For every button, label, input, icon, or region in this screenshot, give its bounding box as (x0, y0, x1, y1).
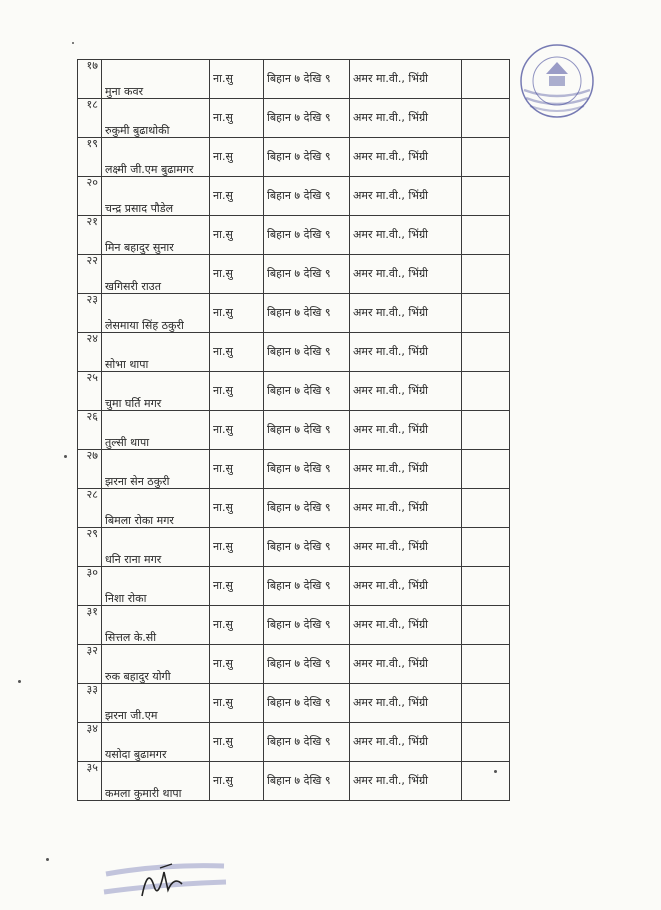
duty-time: बिहान ७ देखि ९ (264, 645, 350, 684)
blank-cell (462, 255, 510, 294)
duty-time: बिहान ७ देखि ९ (264, 333, 350, 372)
signature-image (102, 856, 232, 906)
duty-time: बिहान ७ देखि ९ (264, 762, 350, 801)
staff-name: सित्तल के.सी (102, 606, 210, 645)
blank-cell (462, 333, 510, 372)
serial-number: १८ (78, 99, 102, 138)
staff-name: रुकुमी बुढाथोकी (102, 99, 210, 138)
scan-speck (18, 680, 21, 683)
staff-post: ना.सु (210, 372, 264, 411)
blank-cell (462, 723, 510, 762)
signature-stamp (102, 856, 232, 906)
staff-name: चुमा घर्ति मगर (102, 372, 210, 411)
table-row (78, 606, 510, 645)
blank-cell (462, 606, 510, 645)
serial-number: ३५ (78, 762, 102, 801)
blank-cell (462, 372, 510, 411)
school-name: अमर मा.वी., भिंग्री (350, 723, 462, 762)
school-name: अमर मा.वी., भिंग्री (350, 333, 462, 372)
serial-number: २७ (78, 450, 102, 489)
table-row (78, 684, 510, 723)
staff-post: ना.सु (210, 567, 264, 606)
scan-speck (494, 770, 497, 773)
duty-time: बिहान ७ देखि ९ (264, 255, 350, 294)
staff-name: यसोदा बुढामगर (102, 723, 210, 762)
serial-number: ३२ (78, 645, 102, 684)
staff-post: ना.सु (210, 294, 264, 333)
school-name: अमर मा.वी., भिंग्री (350, 294, 462, 333)
table-row (78, 528, 510, 567)
serial-number: २४ (78, 333, 102, 372)
serial-number: ३१ (78, 606, 102, 645)
staff-post: ना.सु (210, 60, 264, 99)
table-row (78, 177, 510, 216)
staff-name: रुक बहादुर योगी (102, 645, 210, 684)
school-name: अमर मा.वी., भिंग्री (350, 762, 462, 801)
staff-name: निशा रोका (102, 567, 210, 606)
staff-post: ना.सु (210, 645, 264, 684)
office-seal (516, 40, 598, 122)
scan-speck (64, 455, 67, 458)
serial-number: २५ (78, 372, 102, 411)
staff-post: ना.सु (210, 333, 264, 372)
staff-name: कमला कुमारी थापा (102, 762, 210, 801)
table-row (78, 255, 510, 294)
staff-post: ना.सु (210, 138, 264, 177)
school-name: अमर मा.वी., भिंग्री (350, 567, 462, 606)
table-row (78, 60, 510, 99)
table-row (78, 723, 510, 762)
school-name: अमर मा.वी., भिंग्री (350, 489, 462, 528)
blank-cell (462, 489, 510, 528)
blank-cell (462, 294, 510, 333)
staff-post: ना.सु (210, 99, 264, 138)
school-name: अमर मा.वी., भिंग्री (350, 60, 462, 99)
blank-cell (462, 60, 510, 99)
staff-post: ना.सु (210, 411, 264, 450)
blank-cell (462, 645, 510, 684)
school-name: अमर मा.वी., भिंग्री (350, 684, 462, 723)
duty-time: बिहान ७ देखि ९ (264, 450, 350, 489)
serial-number: २२ (78, 255, 102, 294)
duty-time: बिहान ७ देखि ९ (264, 489, 350, 528)
staff-name: झरना सेन ठकुरी (102, 450, 210, 489)
blank-cell (462, 138, 510, 177)
school-name: अमर मा.वी., भिंग्री (350, 528, 462, 567)
staff-name: लक्ष्मी जी.एम बुढामगर (102, 138, 210, 177)
serial-number: ३० (78, 567, 102, 606)
blank-cell (462, 216, 510, 255)
staff-name: खगिसरी राउत (102, 255, 210, 294)
school-name: अमर मा.वी., भिंग्री (350, 645, 462, 684)
table-row (78, 372, 510, 411)
table-row (78, 216, 510, 255)
blank-cell (462, 762, 510, 801)
serial-number: १९ (78, 138, 102, 177)
staff-name: लेसमाया सिंह ठकुरी (102, 294, 210, 333)
blank-cell (462, 684, 510, 723)
staff-name: तुल्सी थापा (102, 411, 210, 450)
duty-time: बिहान ७ देखि ९ (264, 177, 350, 216)
table-row (78, 99, 510, 138)
duty-time: बिहान ७ देखि ९ (264, 528, 350, 567)
staff-table-body (78, 60, 510, 801)
school-name: अमर मा.वी., भिंग्री (350, 138, 462, 177)
staff-name: बिमला रोका मगर (102, 489, 210, 528)
staff-name: मुना कवर (102, 60, 210, 99)
staff-table (77, 59, 510, 801)
staff-name: झरना जी.एम (102, 684, 210, 723)
blank-cell (462, 450, 510, 489)
duty-time: बिहान ७ देखि ९ (264, 99, 350, 138)
scan-speck (72, 42, 74, 44)
staff-post: ना.सु (210, 255, 264, 294)
blank-cell (462, 567, 510, 606)
duty-time: बिहान ७ देखि ९ (264, 723, 350, 762)
seal-stamp-image (516, 40, 598, 122)
staff-post: ना.सु (210, 216, 264, 255)
staff-post: ना.सु (210, 528, 264, 567)
school-name: अमर मा.वी., भिंग्री (350, 606, 462, 645)
staff-post: ना.सु (210, 177, 264, 216)
staff-name: धनि राना मगर (102, 528, 210, 567)
table-row (78, 489, 510, 528)
blank-cell (462, 528, 510, 567)
duty-time: बिहान ७ देखि ९ (264, 216, 350, 255)
serial-number: १७ (78, 60, 102, 99)
serial-number: ३३ (78, 684, 102, 723)
serial-number: ३४ (78, 723, 102, 762)
blank-cell (462, 99, 510, 138)
school-name: अमर मा.वी., भिंग्री (350, 372, 462, 411)
school-name: अमर मा.वी., भिंग्री (350, 255, 462, 294)
table-row (78, 567, 510, 606)
scan-speck (46, 858, 49, 861)
staff-post: ना.सु (210, 684, 264, 723)
school-name: अमर मा.वी., भिंग्री (350, 411, 462, 450)
table-row (78, 294, 510, 333)
serial-number: २८ (78, 489, 102, 528)
table-row (78, 645, 510, 684)
school-name: अमर मा.वी., भिंग्री (350, 177, 462, 216)
table-row (78, 450, 510, 489)
staff-name: चन्द्र प्रसाद पौडेल (102, 177, 210, 216)
duty-time: बिहान ७ देखि ९ (264, 60, 350, 99)
blank-cell (462, 411, 510, 450)
staff-post: ना.सु (210, 450, 264, 489)
school-name: अमर मा.वी., भिंग्री (350, 99, 462, 138)
table-row (78, 333, 510, 372)
duty-time: बिहान ७ देखि ९ (264, 372, 350, 411)
serial-number: २६ (78, 411, 102, 450)
school-name: अमर मा.वी., भिंग्री (350, 216, 462, 255)
staff-post: ना.सु (210, 489, 264, 528)
duty-time: बिहान ७ देखि ९ (264, 684, 350, 723)
duty-time: बिहान ७ देखि ९ (264, 411, 350, 450)
staff-post: ना.सु (210, 723, 264, 762)
serial-number: २९ (78, 528, 102, 567)
duty-time: बिहान ७ देखि ९ (264, 567, 350, 606)
school-name: अमर मा.वी., भिंग्री (350, 450, 462, 489)
serial-number: २० (78, 177, 102, 216)
staff-post: ना.सु (210, 762, 264, 801)
staff-name: मिन बहादुर सुनार (102, 216, 210, 255)
duty-time: बिहान ७ देखि ९ (264, 606, 350, 645)
duty-time: बिहान ७ देखि ९ (264, 138, 350, 177)
staff-post: ना.सु (210, 606, 264, 645)
serial-number: २१ (78, 216, 102, 255)
table-row (78, 411, 510, 450)
staff-name: सोभा थापा (102, 333, 210, 372)
duty-time: बिहान ७ देखि ९ (264, 294, 350, 333)
blank-cell (462, 177, 510, 216)
serial-number: २३ (78, 294, 102, 333)
table-row (78, 138, 510, 177)
table-row (78, 762, 510, 801)
